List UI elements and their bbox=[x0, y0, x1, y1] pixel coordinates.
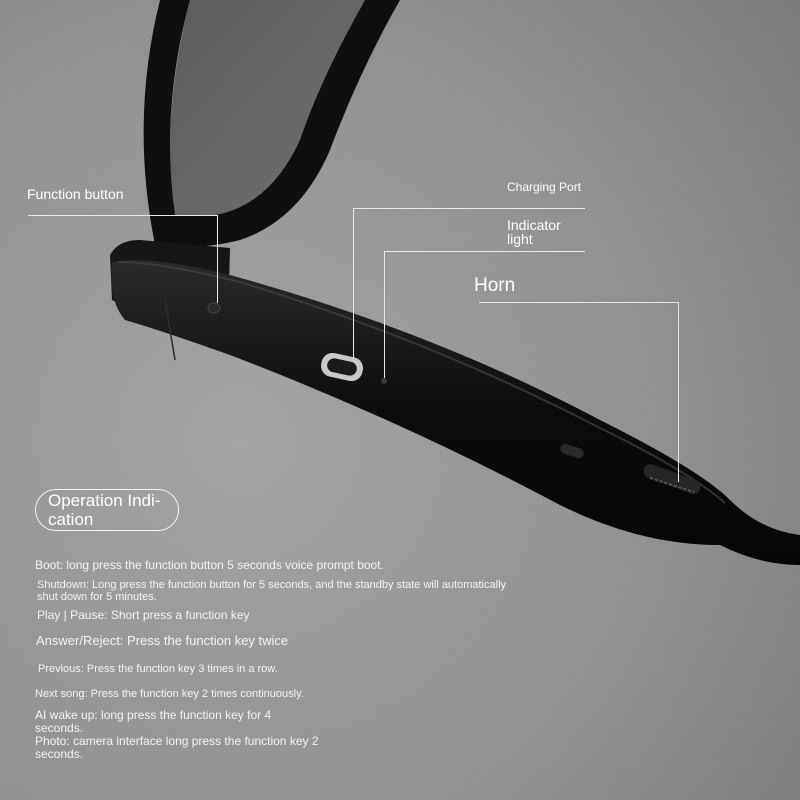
boot-instruction: Boot: long press the function button 5 seconds voice prompt boot. bbox=[35, 558, 384, 572]
charging-port-line bbox=[353, 208, 585, 209]
next-song-instruction: Next song: Press the function key 2 times continuously. bbox=[35, 688, 304, 700]
horn-label: Horn bbox=[474, 275, 516, 296]
ai-wake-line2: seconds. bbox=[35, 721, 84, 735]
operation-title-line1: Operation Indi- bbox=[48, 491, 161, 510]
operation-indication-title bbox=[48, 491, 160, 529]
function-button-dot bbox=[208, 303, 220, 313]
function-button-line-vertical bbox=[217, 215, 218, 303]
operation-title-line2: cation bbox=[48, 510, 94, 529]
horn-line-vertical bbox=[678, 302, 679, 482]
horn-line bbox=[479, 302, 679, 303]
previous-instruction: Previous: Press the function key 3 times in a row. bbox=[38, 663, 278, 675]
charging-port-label: Charging Port bbox=[507, 180, 582, 194]
indicator-light-label bbox=[507, 218, 561, 246]
ai-wake-line1: AI wake up: long press the function key for 4 bbox=[35, 708, 272, 722]
charging-port-line-vertical bbox=[353, 208, 354, 358]
shutdown-line1: Shutdown: Long press the function button for 5 seconds, and the standby state will automatically bbox=[37, 579, 507, 591]
indicator-dot bbox=[381, 378, 387, 384]
indicator-line-vertical bbox=[384, 251, 385, 378]
photo-line1: Photo: camera interface long press the function key 2 bbox=[35, 734, 319, 748]
function-button-label: Function button bbox=[27, 186, 124, 202]
indicator-light-label-line1: Indicator bbox=[507, 217, 561, 233]
operation-indication-badge bbox=[35, 489, 179, 531]
photo-line2: seconds. bbox=[35, 747, 84, 761]
indicator-line bbox=[384, 251, 585, 252]
ai-wake-instruction bbox=[35, 709, 271, 735]
answer-reject-instruction: Answer/Reject: Press the function key twice bbox=[36, 633, 289, 648]
function-button-line bbox=[28, 215, 218, 216]
shutdown-instruction bbox=[37, 579, 506, 603]
indicator-light-label-line2: light bbox=[507, 231, 533, 247]
shutdown-line2: shut down for 5 minutes. bbox=[37, 591, 157, 603]
play-pause-instruction: Play | Pause: Short press a function key bbox=[37, 608, 250, 622]
photo-instruction bbox=[35, 735, 319, 761]
